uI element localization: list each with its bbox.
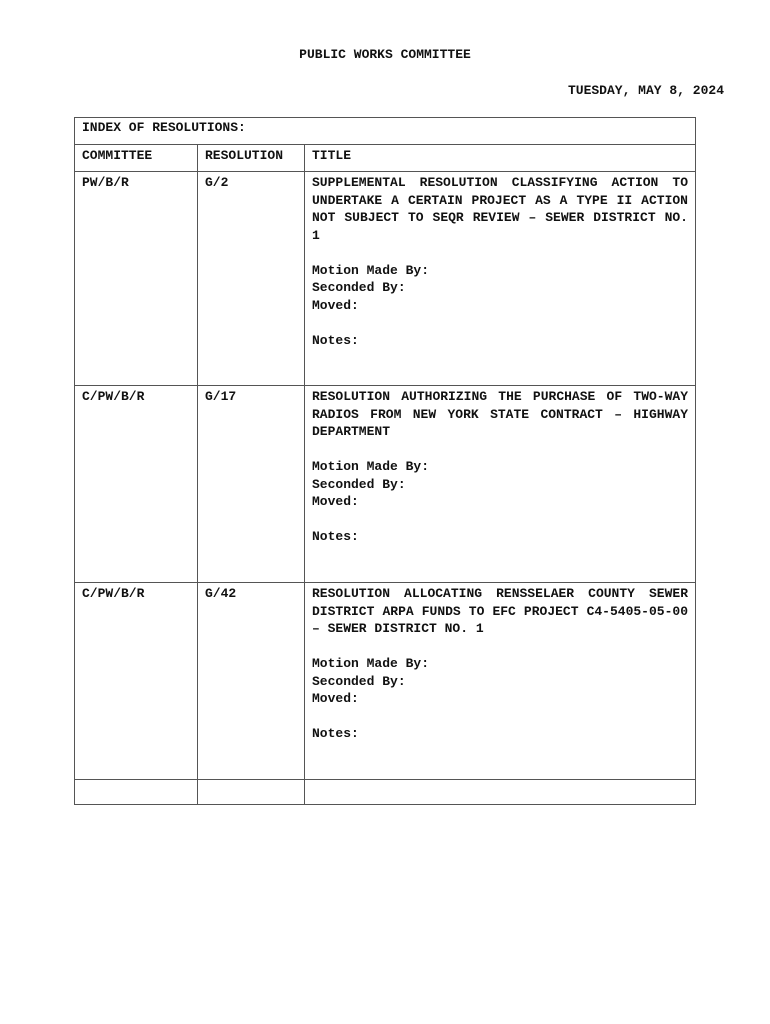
resolution-cell: G/2: [198, 172, 305, 386]
resolution-cell: G/17: [198, 386, 305, 583]
motion-made-by-label: Motion Made By:: [312, 656, 430, 671]
empty-cell: [305, 780, 696, 805]
resolution-cell: G/42: [198, 583, 305, 780]
moved-label: Moved:: [312, 297, 359, 313]
committee-cell: C/PW/B/R: [75, 583, 198, 780]
index-header-row: [75, 118, 696, 145]
motion-made-by-label: Motion Made By:: [312, 459, 430, 474]
column-header-resolution: RESOLUTION: [198, 145, 305, 172]
seconded-by-label: Seconded By:: [312, 280, 406, 295]
title-cell: [305, 583, 696, 780]
resolution-title: RESOLUTION ALLOCATING RENSSELAER COUNTY SEWER DISTRICT ARPA FUNDS TO EFC PROJECT C4-5405-05-00 – SEWER DISTRICT NO. 1: [312, 586, 688, 636]
notes-label: Notes:: [312, 332, 359, 348]
table-row: [75, 386, 696, 583]
column-header-title: TITLE: [305, 145, 696, 172]
column-header-committee: COMMITTEE: [75, 145, 198, 172]
resolution-title: SUPPLEMENTAL RESOLUTION CLASSIFYING ACTION TO UNDERTAKE A CERTAIN PROJECT AS A TYPE II ACTION NOT SUBJECT TO SEQR REVIEW – SEWER DISTRICT NO. 1: [312, 175, 688, 243]
notes-label: Notes:: [312, 529, 359, 544]
meeting-date: TUESDAY, MAY 8, 2024: [567, 83, 724, 98]
motion-made-by-label: Motion Made By:: [312, 262, 430, 278]
seconded-by-label: Seconded By:: [312, 476, 406, 492]
committee-cell: C/PW/B/R: [75, 386, 198, 583]
index-label: INDEX OF RESOLUTIONS:: [75, 118, 696, 145]
table-row: [75, 172, 696, 386]
empty-row: [75, 780, 696, 805]
column-header-row: [75, 145, 696, 172]
table-row: [75, 583, 696, 780]
committee-cell: PW/B/R: [75, 172, 198, 386]
notes-label: Notes:: [312, 726, 359, 741]
title-cell: [305, 386, 696, 583]
resolutions-index-table: [74, 117, 696, 805]
seconded-by-label: Seconded By:: [312, 673, 406, 689]
empty-cell: [198, 780, 305, 805]
moved-label: Moved:: [312, 494, 359, 509]
title-cell: [305, 172, 696, 386]
moved-label: Moved:: [312, 691, 359, 706]
resolution-title: RESOLUTION AUTHORIZING THE PURCHASE OF TWO-WAY RADIOS FROM NEW YORK STATE CONTRACT – HIGHWAY DEPARTMENT: [312, 389, 688, 439]
document-title: PUBLIC WORKS COMMITTEE: [299, 47, 471, 62]
empty-cell: [75, 780, 198, 805]
